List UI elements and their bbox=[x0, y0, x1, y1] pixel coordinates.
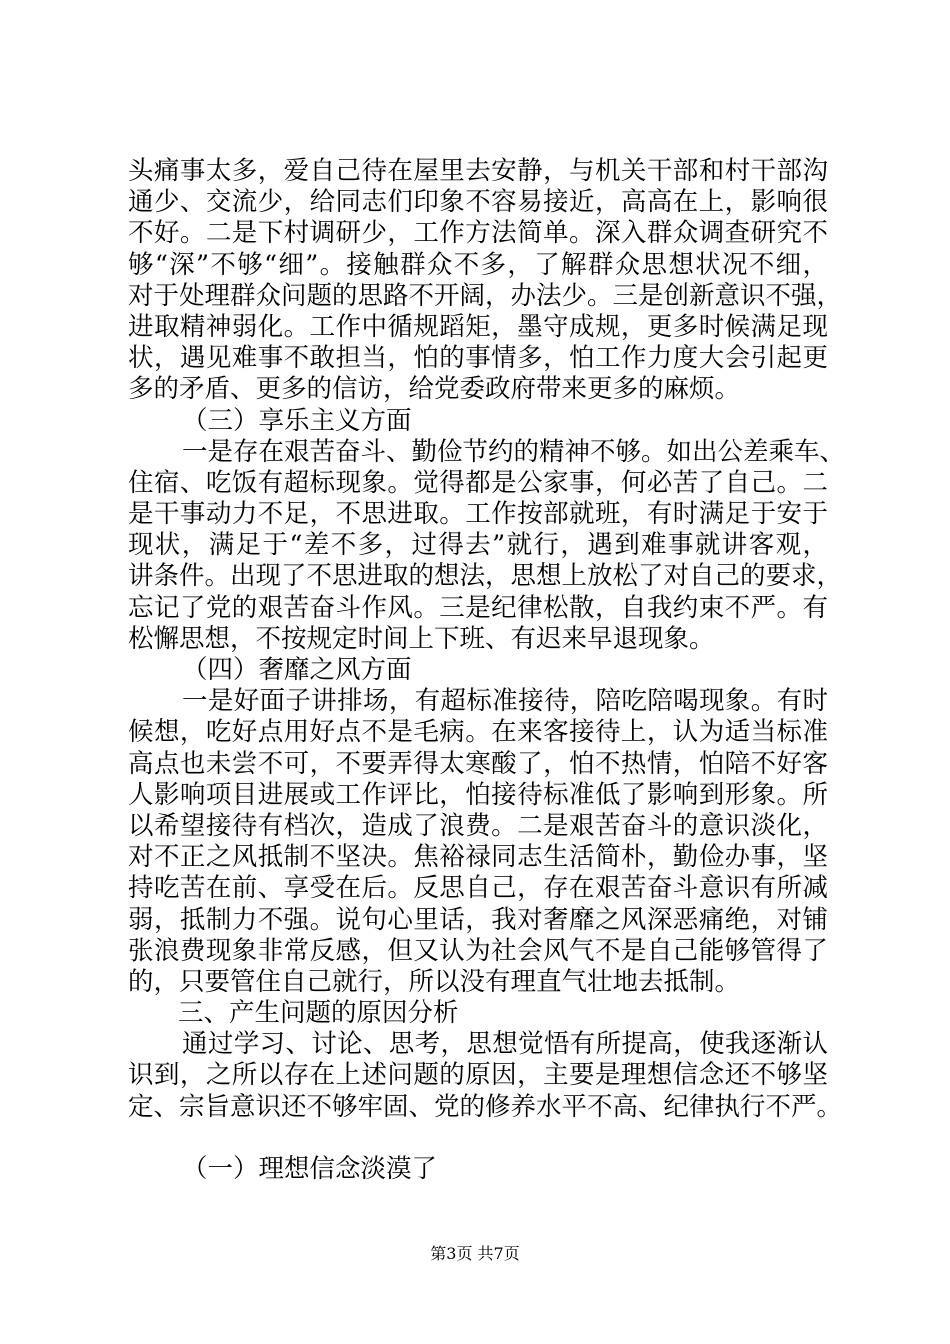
document-body bbox=[128, 156, 846, 1185]
paragraph-first-line: 一是好面子讲排场，有超标准接待，陪吃陪喝现象。有时 bbox=[182, 686, 828, 717]
paragraph-first-line: 一是存在艰苦奋斗、勤俭节约的精神不够。如出公差乘车、 bbox=[182, 436, 846, 467]
text-line: 对不正之风抵制不坚决。焦裕禄同志生活简朴，勤俭办事，坚 bbox=[128, 842, 828, 873]
text-line: 住宿、吃饭有超标现象。觉得都是公家事，何必苦了自己。二 bbox=[128, 467, 828, 498]
text-line: 的，只要管住自己就行，所以没有理直气壮地去抵制。 bbox=[128, 966, 741, 997]
text-line: 弱，抵制力不强。说句心里话，我对奢靡之风深恶痛绝，对铺 bbox=[128, 904, 828, 935]
text-line: 是干事动力不足，不思进取。工作按部就班，有时满足于安于 bbox=[128, 499, 828, 530]
text-line: 头痛事太多，爱自己待在屋里去安静，与机关干部和村干部沟 bbox=[128, 156, 828, 186]
section-heading: （四）奢靡之风方面 bbox=[182, 655, 412, 685]
text-line: 定、宗旨意识还不够牢固、党的修养水平不高、纪律执行不严。 bbox=[128, 1091, 843, 1122]
page-number: 第3页 共7页 bbox=[430, 1244, 520, 1263]
text-line: 现状，满足于“差不多，过得去”就行，遇到难事就讲客观， bbox=[128, 530, 828, 561]
text-line: 松懈思想，不按规定时间上下班、有迟来早退现象。 bbox=[128, 623, 715, 654]
text-line: 高点也未尝不可，不要弄得太寒酸了，怕不热情，怕陪不好客 bbox=[128, 748, 828, 779]
text-line: 状，遇见难事不敢担当，怕的事情多，怕工作力度大会引起更 bbox=[128, 343, 828, 374]
text-line: 通少、交流少，给同志们印象不容易接近，高高在上，影响很 bbox=[128, 187, 828, 218]
text-line: 忘记了党的艰苦奋斗作风。三是纪律松散，自我约束不严。有 bbox=[128, 592, 828, 623]
section-heading: （一）理想信念淡漠了 bbox=[182, 1153, 438, 1184]
text-line: 以希望接待有档次，造成了浪费。二是艰苦奋斗的意识淡化， bbox=[128, 810, 828, 841]
text-line: 不好。二是下村调研少，工作方法简单。深入群众调查研究不 bbox=[128, 218, 828, 249]
text-line: 讲条件。出现了不思进取的想法，思想上放松了对自己的要求， bbox=[128, 561, 843, 592]
text-line: 进取精神弱化。工作中循规蹈矩，墨守成规，更多时候满足现 bbox=[128, 311, 828, 342]
text-line: 人影响项目进展或工作评比，怕接待标准低了影响到形象。所 bbox=[128, 779, 828, 810]
text-line: 够“深”不够“细”。接触群众不多，了解群众思想状况不细， bbox=[128, 249, 828, 280]
paragraph-first-line: 通过学习、讨论、思考，思想觉悟有所提高，使我逐渐认 bbox=[182, 1029, 828, 1060]
text-line: 张浪费现象非常反感，但又认为社会风气不是自己能够管得了 bbox=[128, 935, 828, 966]
text-line: 对于处理群众问题的思路不开阔，办法少。三是创新意识不强， bbox=[128, 280, 843, 311]
text-line: 候想，吃好点用好点不是毛病。在来客接待上，认为适当标准 bbox=[128, 717, 828, 748]
section-heading: （三）享乐主义方面 bbox=[182, 405, 412, 436]
text-line: 持吃苦在前、享受在后。反思自己，存在艰苦奋斗意识有所减 bbox=[128, 873, 828, 904]
section-heading: 三、产生问题的原因分析 bbox=[178, 998, 459, 1029]
text-line: 多的矛盾、更多的信访，给党委政府带来更多的麻烦。 bbox=[128, 374, 741, 405]
text-line: 识到，之所以存在上述问题的原因，主要是理想信念还不够坚 bbox=[128, 1060, 828, 1091]
page-footer bbox=[0, 1244, 950, 1264]
